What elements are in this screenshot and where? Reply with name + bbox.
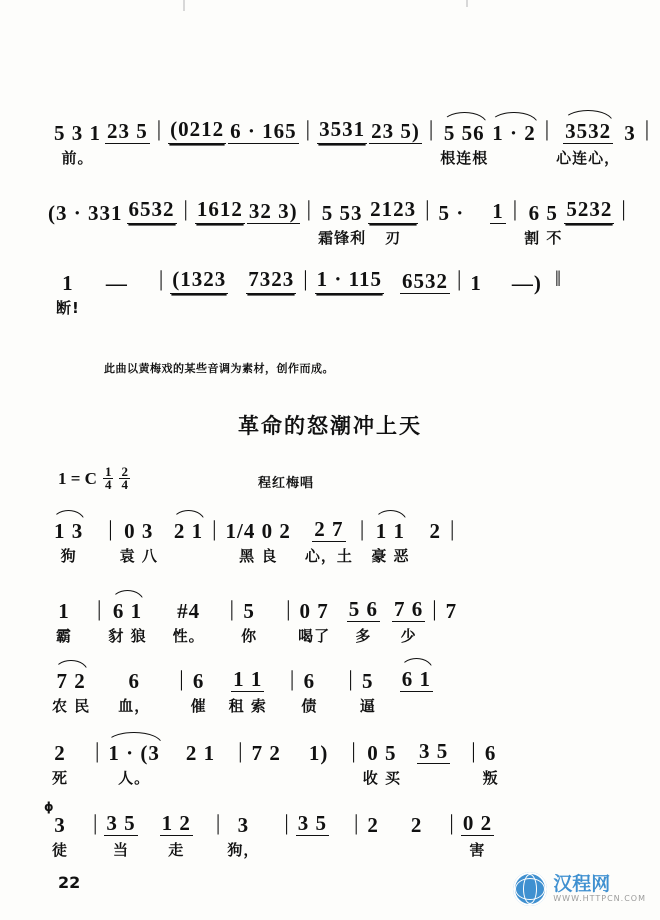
barline: | (450, 516, 455, 541)
site-watermark (513, 872, 646, 906)
lyric: 心连心， (556, 149, 621, 167)
music-line-6 (52, 668, 435, 715)
measure (461, 812, 494, 859)
notes: 5 56 (442, 122, 487, 144)
notes: 1 · 115 (315, 268, 384, 294)
lyric: 少 (400, 627, 417, 645)
measure (172, 520, 205, 565)
measure (556, 120, 620, 167)
notes: 0 3 (124, 519, 154, 543)
measure (490, 200, 506, 247)
notes: 7 (445, 599, 458, 623)
meter-primary-num: 1 (104, 464, 112, 479)
measure (400, 668, 433, 715)
barline: | (348, 666, 353, 691)
lyric: 豪 恶 (371, 547, 410, 565)
lyric: 收 买 (362, 769, 401, 787)
measure (318, 202, 366, 247)
slur-icon (172, 510, 205, 522)
barline: | (229, 596, 235, 621)
barline: | (289, 666, 295, 691)
measure (46, 202, 125, 247)
key-label: 1 = C (58, 468, 97, 488)
measure (347, 598, 380, 645)
barline: | (351, 738, 356, 763)
lyric: 走 (168, 841, 185, 859)
measure (371, 520, 409, 565)
measure (56, 600, 72, 645)
measure (301, 670, 317, 715)
lyric: 多 (355, 627, 372, 645)
measure (227, 814, 259, 859)
slur-icon (490, 112, 538, 124)
measure (52, 814, 68, 859)
lyric: 霜锋利 (318, 229, 367, 247)
lyric: 喝了 (298, 627, 331, 645)
measure (173, 600, 205, 645)
barline: | (449, 810, 454, 835)
barline: | (544, 116, 550, 141)
notes: 6 1 (400, 668, 433, 692)
barline: | (238, 738, 243, 763)
notes: 6 5 (528, 201, 558, 225)
notes: 7 2 (54, 670, 87, 692)
barline: | (306, 196, 312, 221)
measure (108, 600, 146, 645)
notes: —) (511, 271, 542, 295)
lyric: 霸 (56, 627, 73, 645)
notes: 2123 (368, 198, 418, 224)
measure (105, 120, 150, 167)
notes: 3 (237, 813, 250, 837)
lyric: 前。 (61, 149, 94, 167)
notes: 32 3) (248, 199, 298, 223)
notes: #4 (177, 599, 201, 623)
measure (160, 812, 193, 859)
notes: 3531 (317, 118, 367, 144)
barline: | (644, 116, 650, 141)
measure (468, 272, 484, 317)
notes: 7323 (246, 268, 296, 294)
measure (106, 742, 162, 787)
lyric: 心，土 (304, 547, 353, 565)
music-line-5 (56, 598, 461, 645)
lyric: 债 (301, 697, 318, 715)
notes: 6 (128, 669, 140, 693)
lyric: 黑 良 (239, 547, 278, 565)
measure (104, 812, 137, 859)
singer-credit: 程红梅唱 (258, 476, 315, 491)
music-line-2 (46, 198, 633, 247)
measure (104, 272, 130, 317)
notes: 3 5 (297, 811, 327, 835)
measure (307, 742, 331, 787)
notes: 1 (470, 271, 482, 295)
notes: 5 · (438, 201, 465, 225)
lyric: 性。 (172, 627, 205, 645)
edge-mark-top-2 (466, 0, 468, 7)
lyric: 血， (118, 697, 151, 715)
measure (315, 268, 384, 317)
measure (229, 668, 267, 715)
lyric: 狗 (60, 547, 77, 565)
measure (392, 598, 425, 645)
globe-icon (513, 872, 547, 906)
notes: 1) (308, 741, 329, 765)
notes: 23 5 (107, 119, 148, 143)
barline: | (93, 810, 98, 835)
measure (120, 520, 158, 565)
notes: — (105, 271, 128, 295)
notes: 1 · 2 (490, 122, 538, 144)
lyric: 租 索 (228, 697, 267, 715)
notes: 7 2 (251, 741, 281, 765)
lyric: 当 (113, 841, 130, 859)
lyric: 断! (56, 299, 80, 317)
notes: 3 (624, 121, 636, 145)
measure (298, 600, 331, 645)
song-title: 革命的怒潮冲上天 (238, 414, 422, 438)
barline: | (108, 516, 113, 541)
measure (241, 600, 257, 645)
notes: 5 53 (321, 201, 363, 225)
measure (436, 202, 466, 247)
lyric: 死 (52, 769, 69, 787)
barline-final: ‖ (554, 266, 558, 291)
notes: 2 1 (172, 520, 205, 542)
lyric: 叛 (482, 769, 499, 787)
barline: | (512, 196, 518, 221)
notes: 0 7 (299, 599, 329, 623)
key-signature (58, 466, 130, 491)
notes: 6 (192, 669, 205, 693)
notes: 1 2 (161, 811, 191, 835)
measure (168, 118, 226, 167)
measure (52, 742, 68, 787)
measure (118, 670, 150, 715)
measure (296, 812, 329, 859)
measure (305, 518, 353, 565)
barline: | (179, 666, 184, 691)
notes: 0 5 (367, 741, 397, 765)
notes: (3 · 331 (48, 201, 123, 225)
slur-icon (54, 660, 87, 672)
notes: (1323 (170, 268, 228, 294)
music-line-8 (52, 812, 496, 859)
measure (409, 814, 425, 859)
measure (228, 120, 299, 167)
slur-icon (106, 732, 162, 744)
measure (510, 272, 544, 317)
lyric: 农 民 (52, 697, 91, 715)
lyric: 袁 八 (119, 547, 158, 565)
lyric: 根连根 (440, 149, 489, 167)
notes: 3 5 (418, 739, 449, 763)
notes: 3 (54, 813, 66, 837)
measure (52, 122, 103, 167)
notes: 2 (367, 813, 379, 837)
lyric: 人。 (118, 769, 151, 787)
notes: 1 · (3 (106, 742, 162, 764)
notes: 5 (361, 669, 374, 693)
notes: 1612 (195, 198, 245, 224)
barline: | (303, 266, 308, 291)
measure (317, 118, 367, 167)
measure (52, 520, 85, 565)
composition-note: 此曲以黄梅戏的某些音调为素材，创作而成。 (104, 362, 334, 375)
notes: 1 (58, 599, 70, 623)
notes: 6 (484, 741, 497, 765)
measure (247, 200, 300, 247)
barline: | (156, 116, 162, 141)
barline: | (432, 596, 437, 621)
measure (363, 742, 401, 787)
notes: 2 1 (185, 741, 216, 765)
measure (52, 670, 90, 715)
notes: 1 (492, 199, 504, 223)
measure (490, 122, 538, 167)
measure (417, 740, 450, 787)
lyric: 徒 (52, 841, 69, 859)
slur-icon (374, 510, 407, 522)
notes: 2 (410, 813, 423, 837)
meter-secondary-den: 4 (121, 477, 128, 492)
barline: | (215, 810, 221, 835)
notes: 5 6 (348, 597, 378, 621)
barline: | (284, 810, 289, 835)
lyric: 豺 狼 (108, 627, 147, 645)
lyric: 催 (190, 697, 207, 715)
measure (564, 198, 614, 247)
notes: 0 2 (462, 811, 493, 835)
notes: 1/4 0 2 (225, 519, 291, 543)
measure (191, 670, 207, 715)
notes: 7 6 (394, 597, 424, 621)
notes: 5 3 1 (54, 121, 101, 145)
notes: 5 (243, 599, 255, 623)
barline: | (359, 516, 365, 541)
barline: | (212, 516, 217, 541)
notes: 3532 (563, 120, 613, 144)
notes: 2 7 (314, 517, 344, 541)
barline: | (428, 116, 434, 141)
lyric: 逼 (359, 697, 376, 715)
meter-secondary-num: 2 (121, 464, 128, 479)
measure (400, 270, 450, 317)
measure (184, 742, 217, 787)
notes: 6 1 (111, 600, 144, 622)
notes: 6 · 165 (230, 119, 297, 143)
lyric: 刃 (385, 229, 402, 247)
barline: | (457, 266, 462, 291)
notes: 6 (303, 669, 316, 693)
meter-primary (103, 466, 114, 491)
music-line-7 (52, 740, 501, 787)
watermark-url: WWW.HTTPCN.COM (553, 893, 646, 903)
measure (360, 670, 376, 715)
measure (622, 122, 638, 167)
barline: | (471, 738, 476, 763)
barline: | (95, 738, 100, 763)
lyric: 狗， (227, 841, 260, 859)
notes: 5232 (564, 198, 614, 224)
repeat-mark-icon: ɸ (44, 800, 55, 814)
measure (440, 122, 488, 167)
barline: | (183, 196, 188, 221)
measure (368, 198, 418, 247)
meter-secondary (119, 466, 130, 491)
slur-icon (563, 110, 613, 122)
notes: 6532 (402, 269, 449, 293)
barline: | (425, 196, 430, 221)
watermark-name: 汉程网 (553, 872, 611, 895)
barline: | (305, 116, 311, 141)
measure (170, 268, 228, 317)
music-line-3 (56, 268, 564, 317)
meter-primary-den: 4 (104, 477, 112, 492)
notes: 1 1 (374, 520, 407, 542)
slur-icon (111, 590, 144, 602)
measure (56, 272, 80, 317)
notes: 1 1 (233, 667, 263, 691)
music-line-1 (52, 118, 656, 167)
page-number: 22 (58, 873, 81, 892)
barline: | (354, 810, 359, 835)
notes: 1 (62, 271, 74, 295)
notes: 23 5) (371, 119, 420, 143)
measure (195, 198, 245, 247)
measure (444, 600, 460, 645)
lyric: 割 不 (524, 229, 563, 247)
notes: 3 5 (106, 811, 136, 835)
barline: | (286, 596, 291, 621)
lyric: 害 (469, 841, 486, 859)
slur-icon (400, 658, 433, 670)
measure (246, 268, 296, 317)
notes: (0212 (168, 118, 226, 144)
measure (127, 198, 177, 247)
barline: | (158, 266, 164, 291)
barline: | (97, 596, 102, 621)
measure (365, 814, 381, 859)
measure (483, 742, 499, 787)
notes: 1 3 (52, 520, 85, 542)
slur-icon (442, 112, 487, 124)
measure (369, 120, 422, 167)
notes: 2 (54, 741, 66, 765)
barline: | (621, 196, 626, 221)
lyric: 你 (241, 627, 258, 645)
notes: 6532 (127, 198, 177, 224)
notes: 2 (429, 519, 442, 543)
measure (250, 742, 283, 787)
slur-icon (52, 510, 85, 522)
music-line-4 (52, 518, 461, 565)
measure (428, 520, 444, 565)
edge-mark-top (183, 0, 185, 11)
measure (224, 520, 293, 565)
measure (524, 202, 562, 247)
watermark-text (553, 872, 646, 903)
